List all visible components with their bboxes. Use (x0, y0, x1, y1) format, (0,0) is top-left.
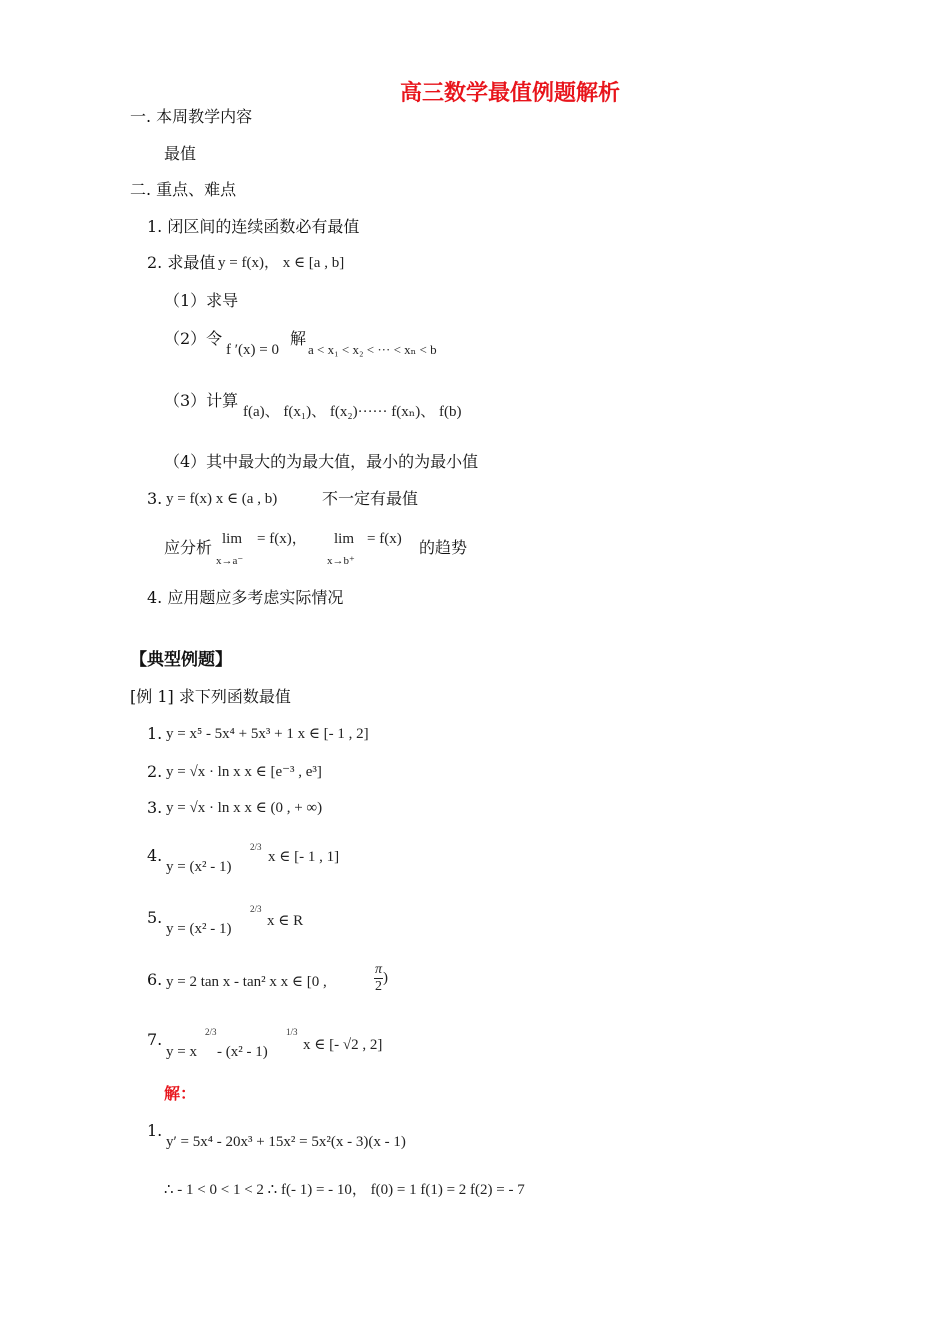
item-7-number: 7. (147, 1030, 163, 1049)
item-4-exponent: 2/3 (250, 842, 262, 852)
step-3-label: （3）计算 (164, 391, 239, 410)
item-3-formula: y = √x · ln x x ∈ (0 , + ∞) (166, 800, 323, 816)
item-1-number: 1. (147, 724, 163, 743)
item-3-number: 3. (147, 798, 163, 817)
point-3b-label: 应分析 (164, 538, 213, 557)
item-5-domain: x ∈ R (267, 913, 304, 929)
examples-heading: 【典型例题】 (130, 650, 232, 670)
point-3b-end: 的趋势 (419, 538, 468, 557)
limit-2-top: lim (334, 531, 355, 547)
step-4: （4）其中最大的为最大值，最小的为最小值 (164, 452, 479, 471)
point-2-formula: y = f(x)， x ∈ [a , b] (218, 255, 345, 271)
limit-1-top: lim (222, 531, 243, 547)
item-6-fraction (374, 962, 388, 995)
point-2-label: 2. 求最值 (147, 253, 216, 272)
item-5-exponent: 2/3 (250, 904, 262, 914)
solution-1-number: 1. (147, 1121, 163, 1140)
item-4-number: 4. (147, 846, 163, 865)
item-7-exponent-a: 2/3 (205, 1027, 217, 1037)
point-3-text: 不一定有最值 (322, 489, 419, 508)
step-2-mid: 解 (290, 329, 307, 348)
point-4: 4. 应用题应多考虑实际情况 (147, 588, 344, 607)
solution-1-derivative: y′ = 5x⁴ - 20x³ + 15x² = 5x²(x - 3)(x - 1) (166, 1134, 406, 1150)
item-2-number: 2. (147, 762, 163, 781)
section-1-content: 最值 (164, 144, 197, 163)
limit-2-bottom: x→b⁺ (327, 555, 355, 567)
item-4-formula: y = (x² - 1) (166, 859, 232, 875)
item-4-domain: x ∈ [- 1 , 1] (268, 849, 340, 865)
section-2-heading: 二. 重点、难点 (130, 180, 237, 199)
item-6-close: ) (383, 969, 389, 986)
item-6-fraction-num: π (375, 962, 383, 977)
item-6-formula: y = 2 tan x - tan² x x ∈ [0 , (166, 974, 327, 990)
item-2-formula: y = √x · ln x x ∈ [e⁻³ , e³] (166, 764, 322, 780)
solution-label: 解： (164, 1084, 197, 1103)
item-6-number: 6. (147, 970, 163, 989)
limit-1-bottom: x→a⁻ (216, 555, 244, 567)
item-7-domain: x ∈ [- √2 , 2] (303, 1037, 383, 1053)
example-1-intro: [例 1] 求下列函数最值 (130, 687, 291, 706)
item-6-fraction-den: 2 (375, 979, 382, 994)
limit-1-rest: = f(x)， (257, 531, 307, 547)
section-1-heading: 一. 本周教学内容 (130, 107, 253, 126)
limit-2-rest: = f(x) (367, 531, 402, 547)
item-7-formula-a: y = x (166, 1044, 197, 1060)
step-2-formula-a: f ′(x) = 0 (226, 342, 279, 358)
item-1-formula: y = x⁵ - 5x⁴ + 5x³ + 1 x ∈ [- 1 , 2] (166, 726, 369, 742)
item-7-exponent-b: 1/3 (286, 1027, 298, 1037)
point-1: 1. 闭区间的连续函数必有最值 (147, 217, 360, 236)
solution-1-values: ∴ - 1 < 0 < 1 < 2 ∴ f(- 1) = - 10， f(0) = 1 f(1) = 2 f(2) = - 7 (164, 1182, 525, 1198)
step-2-formula-b: a < x₁ < x₂ < ··· < xₙ < b (308, 342, 437, 357)
step-2-label: （2）令 (164, 329, 223, 348)
step-3-formula: f(a)、 f(x₁)、 f(x₂)······ f(xₙ)、 f(b) (243, 404, 462, 420)
item-5-number: 5. (147, 908, 163, 927)
point-3-label: 3. (147, 489, 163, 508)
step-1: （1）求导 (164, 291, 239, 310)
item-7-formula-b: - (x² - 1) (217, 1044, 268, 1060)
document-title: 高三数学最值例题解析 (399, 80, 620, 106)
point-3-formula: y = f(x) x ∈ (a , b) (166, 491, 278, 507)
item-5-formula: y = (x² - 1) (166, 921, 232, 937)
